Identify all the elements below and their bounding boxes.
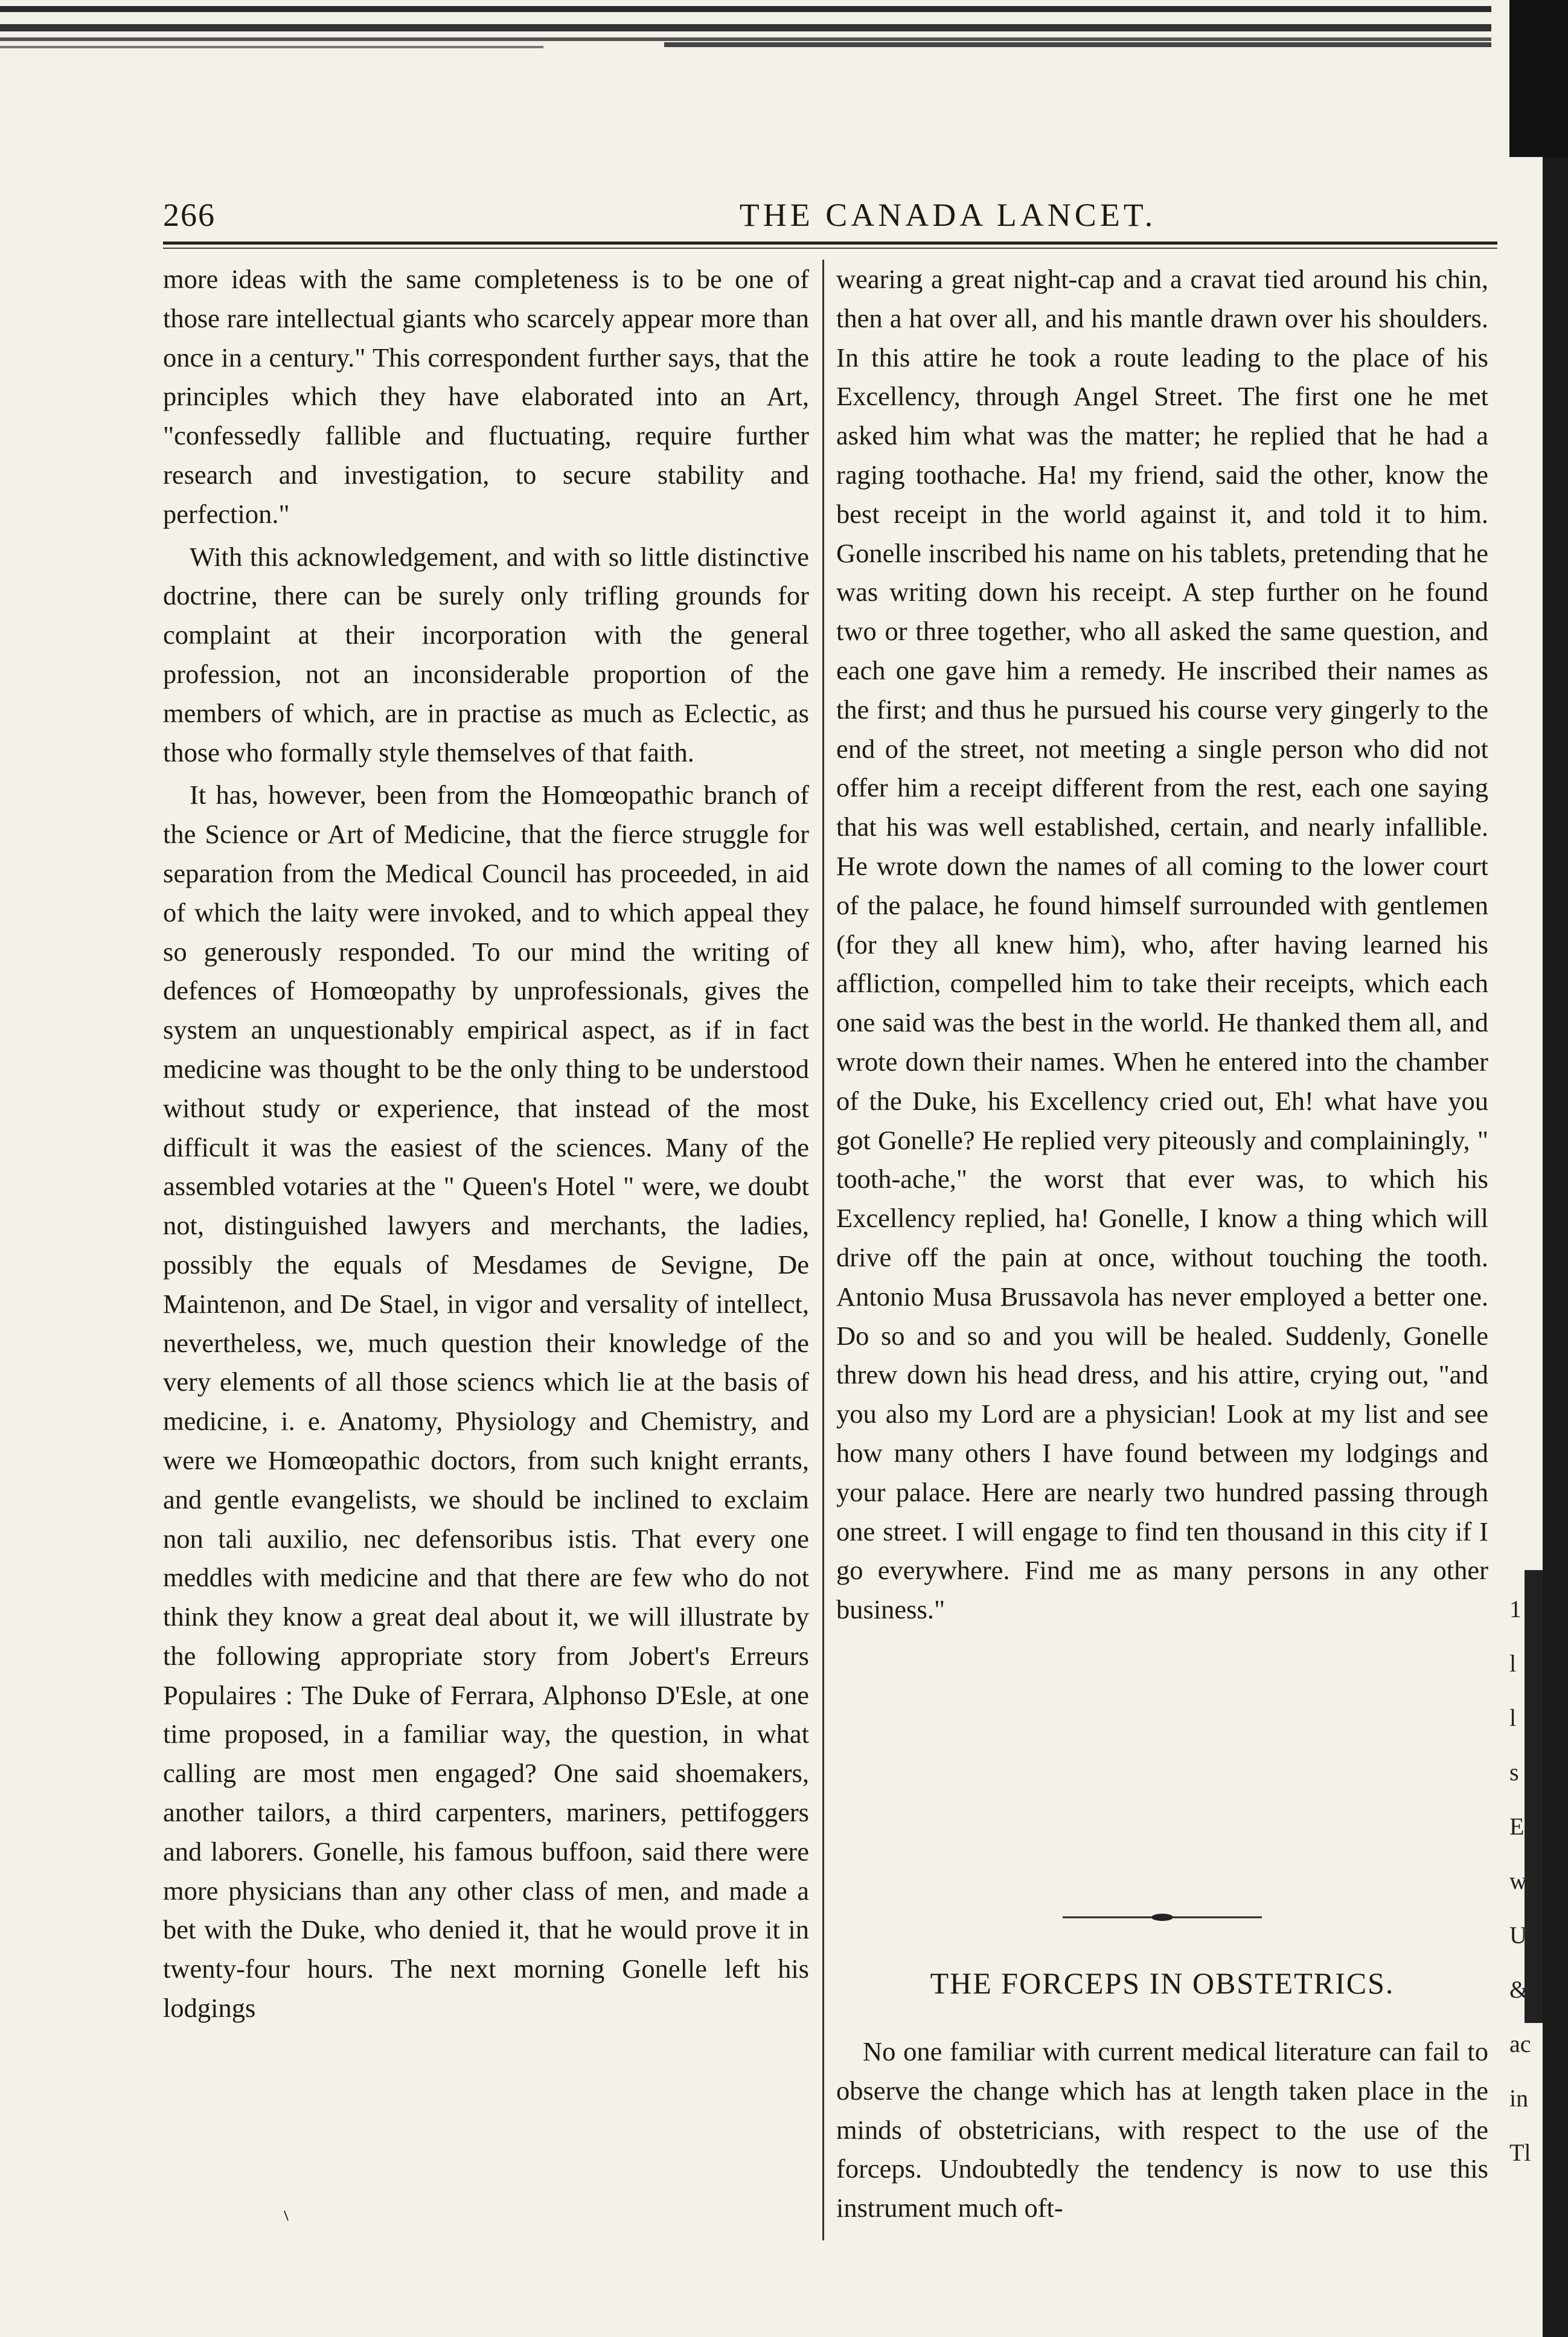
column-divider [822,260,824,2240]
running-header [163,196,1509,245]
paragraph: No one familiar with current medical literature can fail to observe the change which has at length taken place in the minds of obstetricians, with respect to the use of the forceps. Undoubtedly the tendency is now to use this instrument much oft- [836,2036,1488,2223]
margin-fragment: Tl [1509,2139,1531,2166]
paragraph: wearing a great night-cap and a cravat tied around his chin, then a hat over all, and his mantle drawn over his shoulders. In this attire he took a route leading to the place of his Excellency, through Angel Street. The first one he met asked him what was the matter; he replied that he had a raging toothache. Ha! my friend, said the other, know the best receipt in the world against it, and told it to him. Gonelle inscribed his name on his tablets, pretending that he was writing down his receipt. A step further on he found two or three together, who all asked the same question, and each one gave him a remedy. He inscribed their names as the first; and thus he pursued his course very gingerly to the end of the street, not meeting a single person who did not offer him a receipt different from the rest, each one saying that his was well established, certain, and nearly infallible. He wrote down the names of all coming to the lower court of the palace, he found himself surrounded with gentlemen (for they all knew him), who, after having learned his affliction, compelled him to take their receipts, which each one said was the best in the world. He thanked them all, and wrote down their names. When he entered into the chamber of the Duke, his Excellency cried out, Eh! what have you got Gonelle? He replied very piteously and complainingly, " tooth-ache," the worst that ever was, to which his Excellency replied, ha! Gonelle, I know a thing which will drive off the pain at once, without touching the tooth. Antonio Musa Brussavola has never employed a better one. Do so and so and you will be healed. Suddenly, Gonelle threw down his head dress, and his attire, crying out, "and you also my Lord are a physician! Look at my list and see how many others I have found between my lodgings and your palace. Here are nearly two hundred passing through one street. I will engage to find ten thousand in this city if I go everywhere. Find me as many persons in any other business." [836,264,1488,1625]
margin-fragment: in [1509,2085,1529,2112]
paragraph: With this acknowledgement, and with so little distinctive doctrine, there can be surely only trifling grounds for complaint at their incorporation with the general profession, not an inconsiderable proportion of the members of which, are in practise as much as Eclectic, as those who formally style themselves of that faith. [163,541,809,768]
top-rule-decoration [0,0,1568,66]
left-column [163,260,809,2028]
section-ornament-rule [1063,1911,1262,1923]
section-title: THE FORCEPS IN OBSTETRICS. [930,1966,1395,2000]
margin-fragment: w [1509,1867,1527,1894]
margin-fragment: ac [1509,2030,1531,2057]
margin-fragment: l [1509,1650,1517,1677]
paragraph: It has, however, been from the Homœopathic branch of the Science or Art of Medicine, that the fierce struggle for separation from the Medical Council has proceeded, in aid of which the laity were invoked, and to which appeal they so generously responded. To our mind the writing of defences of Homœopathy by unprofessionals, gives the system an unquestionably empirical aspect, as if in fact medicine was thought to be the only thing to be understood without study or experience, that instead of the most difficult it was the easiest of the sciences. Many of the assembled votaries at the " Queen's Hotel " were, we doubt not, distinguished lawyers and merchants, the ladies, possibly the equals of Mesdames de Sevigne, De Maintenon, and De Stael, in vigor and versality of intellect, nevertheless, we, much question their knowledge of the very elements of all those sciencs which lie at the basis of medicine, i. e. Anatomy, Physiology and Chemistry, and were we Homœopathic doctors, from such knight errants, and gentle evangelists, we should be inclined to exclaim non tali auxilio, nec defensoribus istis. That every one meddles with medicine and that there are few who do not think they know a great deal about it, we will illustrate by the following appropriate story from Jobert's Erreurs Populaires : The Duke of Ferrara, Alphonso D'Esle, at one time proposed, in a familiar way, the question, in what calling are most men engaged? One said shoemakers, another tailors, a third carpenters, mariners, pettifoggers and laborers. Gonelle, his famous buffoon, said there were more physicians than any other class of men, and made a bet with the Duke, who denied it, that he would prove it in twenty-four hours. The next morning Gonelle left his lodgings [163,780,809,2024]
margin-fragment: s [1509,1758,1519,1786]
section-body [836,2032,1488,2228]
header-rule [163,242,1497,245]
margin-fragment: & [1509,1976,1529,2003]
margin-fragment: l [1509,1704,1517,1731]
margin-fragment: U [1509,1922,1527,1949]
ink-speck [284,2210,289,2221]
header-rule-thin [163,248,1497,249]
journal-title: THE CANADA LANCET. [739,197,1157,233]
margin-fragment: E [1509,1813,1525,1840]
right-column [836,260,1488,1629]
margin-fragment: 1 [1509,1595,1522,1623]
margin-fragments [1509,1582,1546,2180]
paragraph: more ideas with the same completeness is to be one of those rare intellectual giants who scarcely appear more than once in a century." This correspondent further says, that the principles which they have elaborated into an Art, "confessedly fallible and fluctuating, require further research and investigation, to secure stability and perfection." [163,264,809,529]
page-number: 266 [163,197,216,233]
